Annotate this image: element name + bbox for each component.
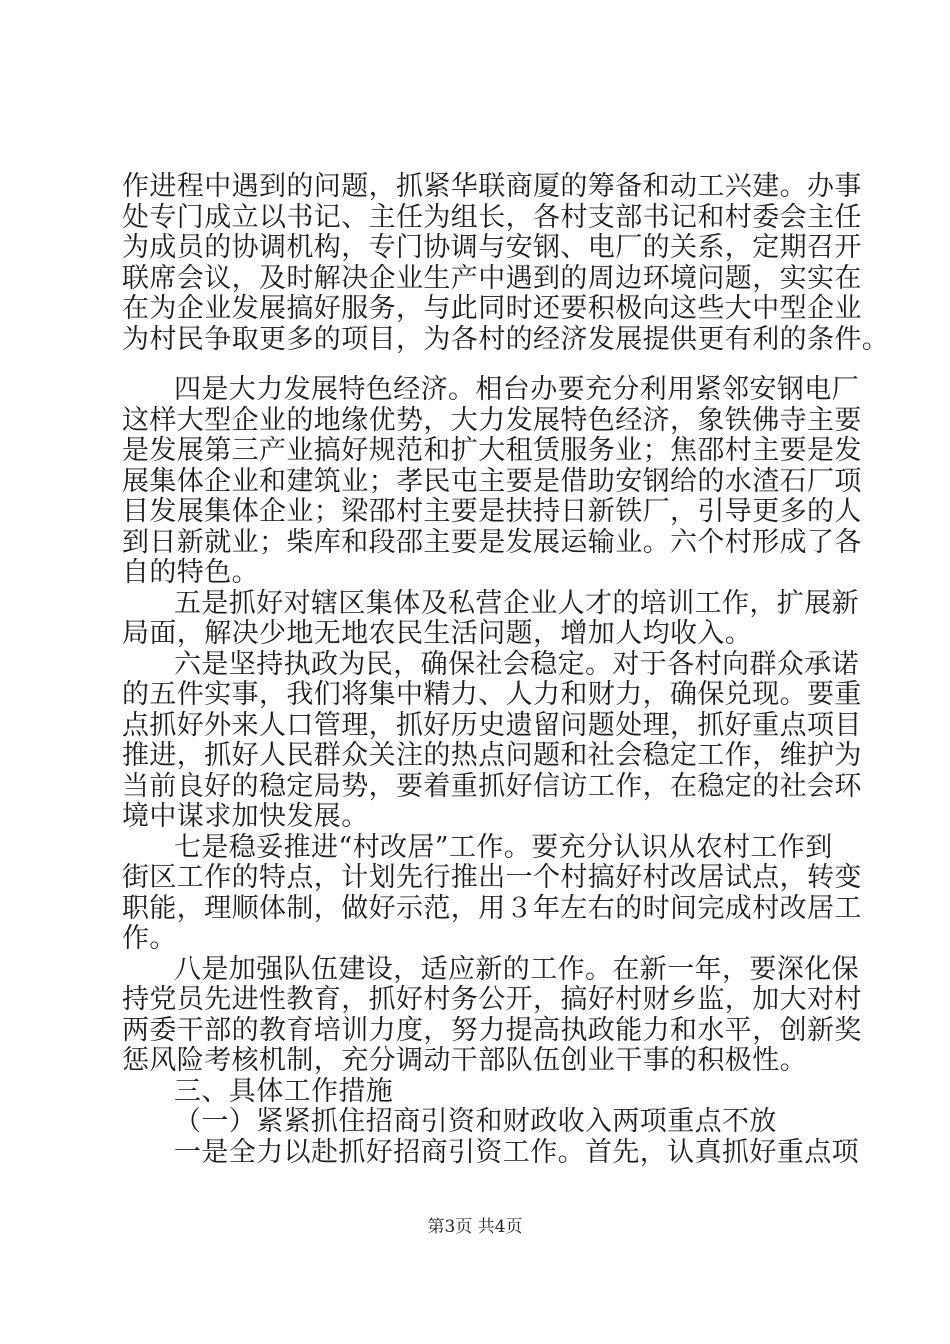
text-line: 为成员的协调机构，专门协调与安钢、电厂的关系，定期召开 (122, 232, 862, 263)
text-line: 持党员先进性教育，抓好村务公开，搞好村财乡监，加大对村 (122, 984, 862, 1015)
text-line: 是发展第三产业搞好规范和扩大租赁服务业；焦邵村主要是发 (122, 435, 862, 466)
text-line: 五是抓好对辖区集体及私营企业人才的培训工作，扩展新 (174, 587, 859, 619)
text-line: 八是加强队伍建设，适应新的工作。在新一年，要深化保 (174, 953, 859, 985)
text-line: 目发展集体企业；梁邵村主要是扶持日新铁厂，引导更多的人 (122, 496, 862, 527)
text-line: 三、具体工作措施 (174, 1075, 394, 1107)
text-line: 四是大力发展特色经济。相台办要充分利用紧邻安钢电厂 (174, 374, 859, 405)
text-line: 在为企业发展搞好服务，与此同时还要积极向这些大中型企业 (122, 293, 862, 324)
text-line: 点抓好外来人口管理，抓好历史遗留问题处理，抓好重点项目 (122, 709, 862, 741)
text-line: 街区工作的特点，计划先行推出一个村搞好村改居试点，转变 (122, 862, 862, 893)
text-line: 自的特色。 (122, 557, 259, 588)
text-line: 推进，抓好人民群众关注的热点问题和社会稳定工作，维护为 (122, 740, 862, 771)
page-footer: 第3页 共4页 (427, 1217, 523, 1237)
text-line: 当前良好的稳定局势，要着重抓好信访工作，在稳定的社会环 (122, 770, 862, 802)
text-line: 为村民争取更多的项目，为各村的经济发展提供更有利的条件。 (122, 323, 890, 355)
text-line: 这样大型企业的地缘优势，大力发展特色经济，象铁佛寺主要 (122, 404, 862, 436)
text-line: 处专门成立以书记、主任为组长，各村支部书记和村委会主任 (122, 201, 862, 233)
text-line: 境中谋求加快发展。 (122, 801, 369, 832)
text-line: 惩风险考核机制，充分调动干部队伍创业干事的积极性。 (122, 1045, 807, 1076)
text-line: 职能，理顺体制，做好示范，用３年左右的时间完成村改居工 (122, 892, 862, 924)
text-line: 七是稳妥推进“村改居”工作。要充分认识从农村工作到 (174, 831, 833, 863)
text-line: 两委干部的教育培训力度，努力提高执政能力和水平，创新奖 (122, 1014, 862, 1046)
text-line: 作进程中遇到的问题，抓紧华联商厦的筹备和动工兴建。办事 (122, 171, 862, 202)
text-line: 局面，解决少地无地农民生活问题，增加人均收入。 (122, 618, 753, 649)
text-line: 联席会议，及时解决企业生产中遇到的周边环境问题，实实在 (122, 262, 862, 294)
text-line: 到日新就业；柴库和段邵主要是发展运输业。六个村形成了各 (122, 526, 862, 558)
text-line: 作。 (122, 923, 177, 954)
text-line: 的五件实事，我们将集中精力、人力和财力，确保兑现。要重 (122, 679, 862, 710)
text-line: （一）紧紧抓住招商引资和财政收入两项重点不放 (174, 1106, 777, 1137)
text-line: 六是坚持执政为民，确保社会稳定。对于各村向群众承诺 (174, 648, 859, 680)
text-line: 一是全力以赴抓好招商引资工作。首先，认真抓好重点项 (174, 1136, 859, 1168)
text-line: 展集体企业和建筑业；孝民屯主要是借助安钢给的水渣石厂项 (122, 465, 862, 497)
